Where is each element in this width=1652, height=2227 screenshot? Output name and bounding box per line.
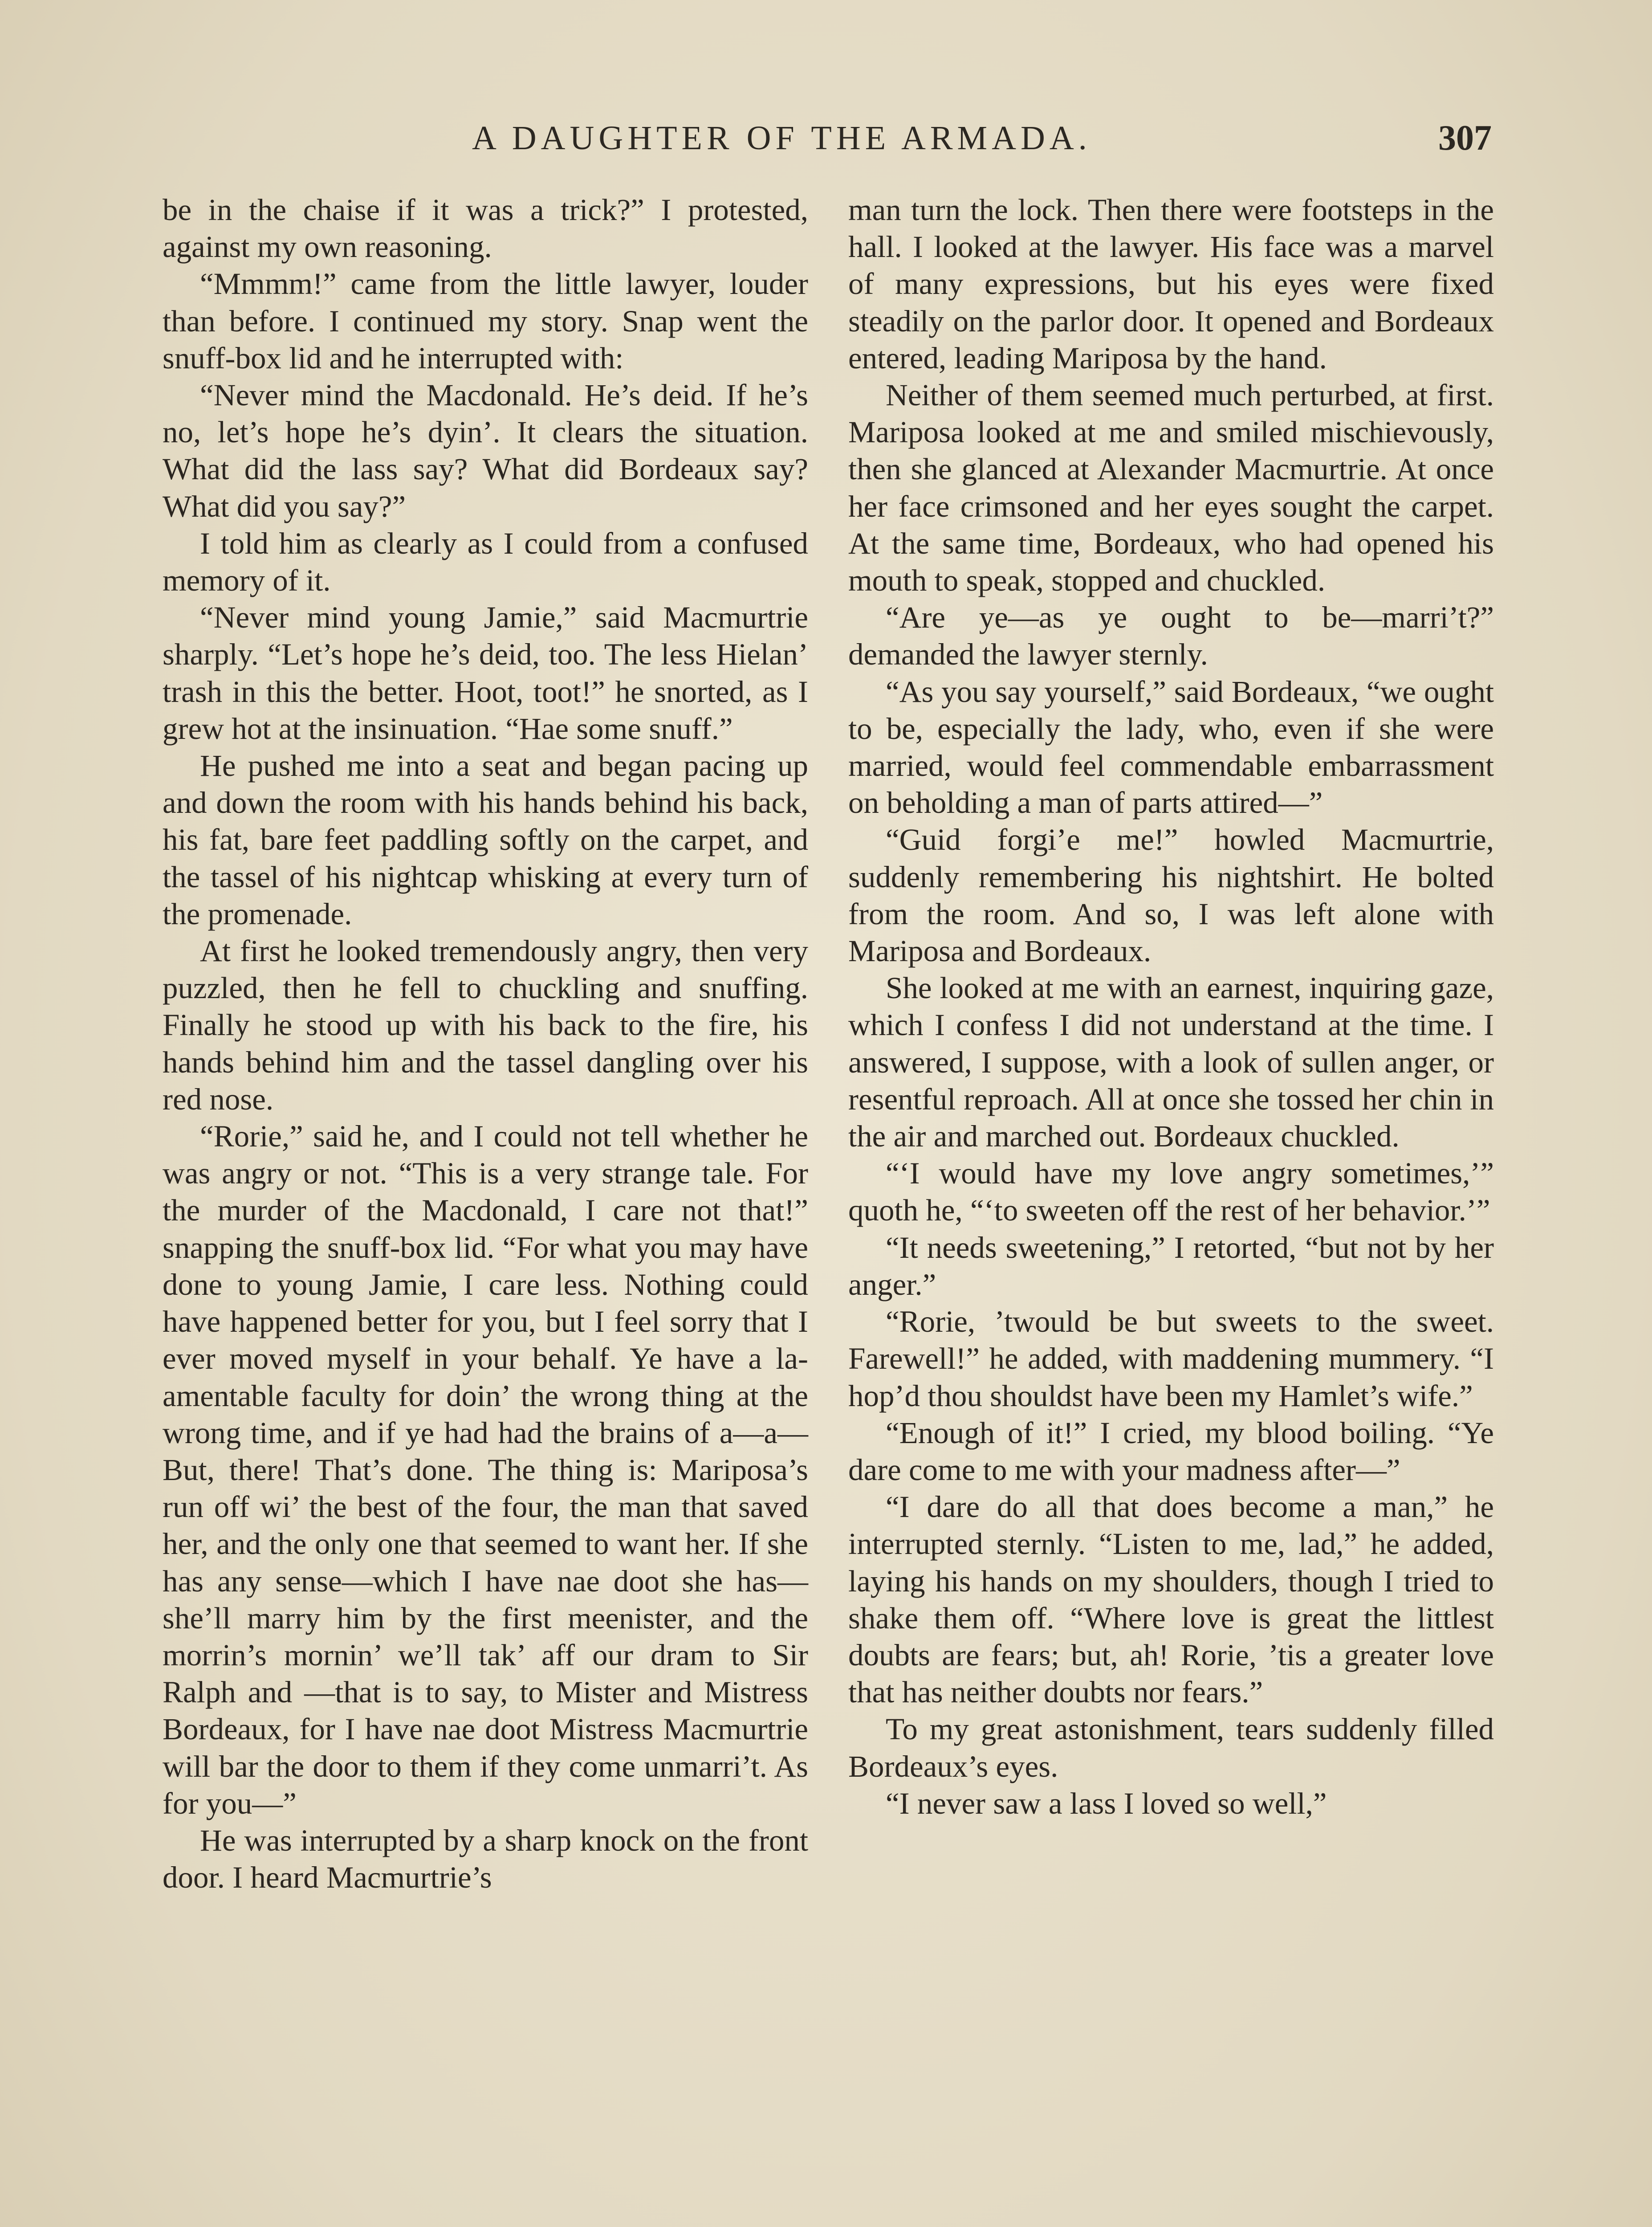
paragraph: “Are ye—as ye ought to be—marri’t?” demanded the lawyer sternly.	[848, 600, 1494, 672]
paragraph: “Enough of it!” I cried, my blood boiling. “Ye dare come to me with your madness after—”	[848, 1415, 1494, 1487]
text-column-right	[848, 192, 1494, 1822]
paragraph: “I dare do all that does become a man,” he interrupted sternly. “Listen to me, lad,” he added, laying his hands on my shoulders, though I tried to shake them off. “Where love is great the littlest doubts are fears; but, ah! Rorie, ’tis a greater love that has neither doubts nor fears.”	[848, 1490, 1494, 1709]
paragraph: “Rorie,” said he, and I could not tell whether he was angry or not. “This is a very strange tale. For the murder of the Macdonald, I care not that!” snapping the snuff-box lid. “For what you may have done to young Jamie, I care less. Nothing could have happened better for you, but I feel sorry that I ever moved myself in your behalf. Ye have a la-amentable faculty for doin’ the wrong thing at the wrong time, and if ye had had the brains of a—a— But, there! That’s done. The thing is: Mariposa’s run off wi’ the best of the four, the man that saved her, and the only one that seemed to want her. If she has any sense—which I have nae doot she has—she’ll marry him by the first meenister, and the morrin’s mornin’ we’ll tak’ aff our dram to Sir Ralph and —that is to say, to Mister and Mistress Bordeaux, for I have nae doot Mistress Macmurtrie will bar the door to them if they come unmarri’t. As for you—”	[163, 1119, 808, 1820]
paragraph: He pushed me into a seat and began pacing up and down the room with his hands behind his back, his fat, bare feet paddling softly on the carpet, and the tassel of his nightcap whisking at every turn of the promenade.	[163, 749, 808, 931]
paragraph: “I never saw a lass I loved so well,”	[886, 1786, 1327, 1820]
page-number: 307	[1438, 118, 1492, 158]
paragraph: “It needs sweetening,” I retorted, “but not by her anger.”	[848, 1230, 1494, 1301]
paragraph: “Never mind young Jamie,” said Macmurtrie sharply. “Let’s hope he’s deid, too. The less Hielan’ trash in this the better. Hoot, toot!” he snorted, as I grew hot at the insinuation. “Hae some snuff.”	[163, 600, 808, 746]
text-column-left	[163, 192, 808, 1896]
paragraph: She looked at me with an earnest, inquiring gaze, which I confess I did not understand at the time. I answered, I suppose, with a look of sullen anger, or resentful reproach. All at once she tossed her chin in the air and marched out. Bordeaux chuckled.	[848, 971, 1494, 1154]
paragraph: “Mmmm!” came from the little lawyer, louder than before. I continued my story. Snap went the snuff-box lid and he interrupted with:	[163, 267, 808, 375]
page-header	[160, 114, 1492, 163]
paragraph: Neither of them seemed much perturbed, at first. Mariposa looked at me and smiled mischievously, then she glanced at Alexander Macmurtrie. At once her face crimsoned and her eyes sought the carpet. At the same time, Bordeaux, who had opened his mouth to speak, stopped and chuckled.	[848, 378, 1494, 598]
paragraph: “Rorie, ’twould be but sweets to the sweet. Farewell!” he added, with maddening mummery. “I hop’d thou shouldst have been my Hamlet’s wife.”	[848, 1305, 1494, 1413]
paragraph: be in the chaise if it was a trick?” I protested, against my own reasoning.	[163, 193, 808, 264]
paragraph: “‘I would have my love angry sometimes,’” quoth he, “‘to sweeten off the rest of her behavior.’”	[848, 1156, 1494, 1228]
paragraph: To my great astonishment, tears suddenly filled Bordeaux’s eyes.	[848, 1712, 1494, 1783]
paragraph: man turn the lock. Then there were footsteps in the hall. I looked at the lawyer. His face was a marvel of many expressions, but his eyes were fixed steadily on the parlor door. It opened and Bordeaux entered, leading Mariposa by the hand.	[848, 193, 1494, 375]
paragraph: “As you say yourself,” said Bordeaux, “we ought to be, especially the lady, who, even if she were married, would feel commendable embarrassment on beholding a man of parts attired—”	[848, 674, 1494, 820]
running-title: A DAUGHTER OF THE ARMADA.	[472, 119, 1091, 157]
paragraph: “Guid forgi’e me!” howled Macmurtrie, suddenly remembering his nightshirt. He bolted from the room. And so, I was left alone with Mariposa and Bordeaux.	[848, 823, 1494, 968]
paragraph: “Never mind the Macdonald. He’s deid. If he’s no, let’s hope he’s dyin’. It clears the situation. What did the lass say? What did Bordeaux say? What did you say?”	[163, 378, 808, 523]
paragraph: He was interrupted by a sharp knock on the front door. I heard Macmurtrie’s	[163, 1823, 808, 1895]
paragraph: I told him as clearly as I could from a confused memory of it.	[163, 526, 808, 598]
paragraph: At first he looked tremendously angry, then very puzzled, then he fell to chuckling and snuffing. Finally he stood up with his back to the fire, his hands behind him and the tassel dangling over his red nose.	[163, 934, 808, 1116]
